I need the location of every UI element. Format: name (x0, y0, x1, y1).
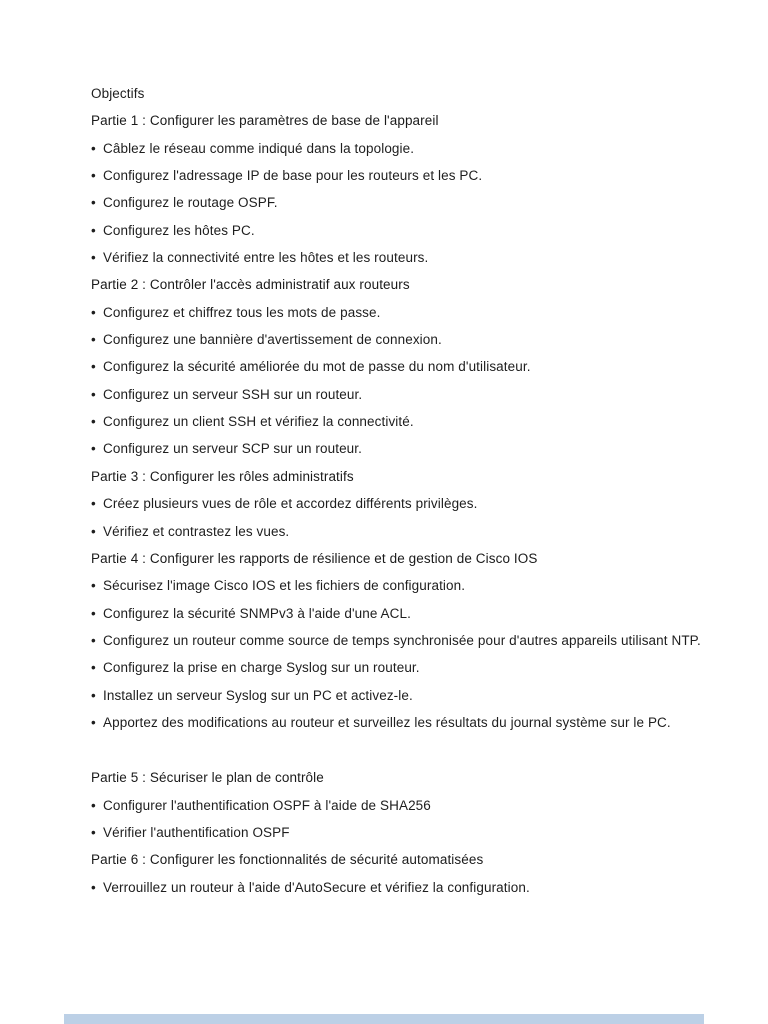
bullet-text: Configurez un serveur SSH sur un routeur. (103, 386, 363, 402)
bullet-marker-icon: • (91, 250, 96, 266)
bullet-item (91, 189, 711, 216)
bullet-marker-icon: • (91, 359, 96, 375)
bullet-text: Configurez la sécurité SNMPv3 à l'aide d'une ACL. (103, 605, 411, 621)
bullet-text: Créez plusieurs vues de rôle et accordez différents privilèges. (103, 496, 478, 512)
bullet-marker-icon: • (91, 797, 96, 813)
bullet-item (91, 381, 711, 408)
bullet-marker-icon: • (91, 879, 96, 895)
bullet-text: Configurez la sécurité améliorée du mot de passe du nom d'utilisateur. (103, 359, 531, 375)
bullet-text: Sécurisez l'image Cisco IOS et les fichiers de configuration. (103, 578, 466, 594)
bullet-marker-icon: • (91, 441, 96, 457)
bullet-item (91, 600, 711, 627)
bullet-marker-icon: • (91, 605, 96, 621)
document-content (91, 80, 711, 901)
bullet-marker-icon: • (91, 714, 96, 730)
bullet-item (91, 654, 711, 681)
bullet-text: Configurez l'adressage IP de base pour les routeurs et les PC. (103, 168, 483, 184)
bullet-marker-icon: • (91, 386, 96, 402)
bullet-marker-icon: • (91, 222, 96, 238)
bullet-text: Configurez et chiffrez tous les mots de passe. (103, 304, 381, 320)
bullet-text: Configurez un serveur SCP sur un routeur. (103, 441, 362, 457)
bullet-marker-icon: • (91, 140, 96, 156)
bullet-text: Câblez le réseau comme indiqué dans la topologie. (103, 140, 415, 156)
bullet-marker-icon: • (91, 632, 96, 648)
bullet-item (91, 627, 711, 654)
bullet-item (91, 682, 711, 709)
bullet-text: Vérifiez la connectivité entre les hôtes et les routeurs. (103, 250, 429, 266)
bullet-item (91, 353, 711, 380)
bullet-marker-icon: • (91, 304, 96, 320)
bullet-marker-icon: • (91, 660, 96, 676)
bullet-text: Vérifiez et contrastez les vues. (103, 523, 290, 539)
bullet-text: Vérifier l'authentification OSPF (103, 824, 290, 840)
bullet-item (91, 408, 711, 435)
bullet-text: Configurez un client SSH et vérifiez la connectivité. (103, 414, 414, 430)
objectives-heading: Objectifs (91, 86, 145, 101)
bullet-item (91, 792, 711, 819)
bullet-text: Configurez une bannière d'avertissement de connexion. (103, 332, 442, 348)
bullet-text: Configurez un routeur comme source de temps synchronisée pour d'autres appareils utilisant NTP. (103, 632, 701, 648)
bullet-marker-icon: • (91, 195, 96, 211)
bullet-text: Configurez le routage OSPF. (103, 195, 278, 211)
part-heading-3: Partie 3 : Configurer les rôles administratifs (91, 468, 354, 484)
bullet-item (91, 819, 711, 846)
bullet-text: Installez un serveur Syslog sur un PC et activez-le. (103, 687, 413, 703)
bullet-item (91, 518, 711, 545)
bullet-text: Verrouillez un routeur à l'aide d'AutoSecure et vérifiez la configuration. (103, 879, 530, 895)
bullet-item (91, 135, 711, 162)
bullet-marker-icon: • (91, 168, 96, 184)
bullet-item (91, 326, 711, 353)
part-heading-2: Partie 2 : Contrôler l'accès administratif aux routeurs (91, 277, 410, 293)
bullet-item (91, 162, 711, 189)
bullet-item (91, 299, 711, 326)
bullet-marker-icon: • (91, 824, 96, 840)
bullet-item (91, 874, 711, 901)
part-heading-6: Partie 6 : Configurer les fonctionnalités de sécurité automatisées (91, 852, 484, 868)
bullet-text: Configurez la prise en charge Syslog sur un routeur. (103, 660, 420, 676)
bullet-marker-icon: • (91, 332, 96, 348)
next-page-table-edge (64, 1014, 704, 1024)
part-heading-1: Partie 1 : Configurer les paramètres de base de l'appareil (91, 113, 439, 129)
bullet-item (91, 572, 711, 599)
bullet-marker-icon: • (91, 496, 96, 512)
bullet-marker-icon: • (91, 578, 96, 594)
bullet-item (91, 217, 711, 244)
bullet-item (91, 435, 711, 462)
bullet-marker-icon: • (91, 687, 96, 703)
bullet-marker-icon: • (91, 523, 96, 539)
part-heading-4: Partie 4 : Configurer les rapports de résilience et de gestion de Cisco IOS (91, 550, 538, 566)
bullet-item (91, 709, 711, 736)
bullet-text: Apportez des modifications au routeur et surveillez les résultats du journal système sur le PC. (103, 714, 671, 730)
bullet-marker-icon: • (91, 414, 96, 430)
part-heading-5: Partie 5 : Sécuriser le plan de contrôle (91, 770, 324, 786)
bullet-text: Configurer l'authentification OSPF à l'aide de SHA256 (103, 797, 431, 813)
sections-container (91, 107, 711, 901)
bullet-item (91, 490, 711, 517)
bullet-item (91, 244, 711, 271)
bullet-text: Configurez les hôtes PC. (103, 222, 255, 238)
